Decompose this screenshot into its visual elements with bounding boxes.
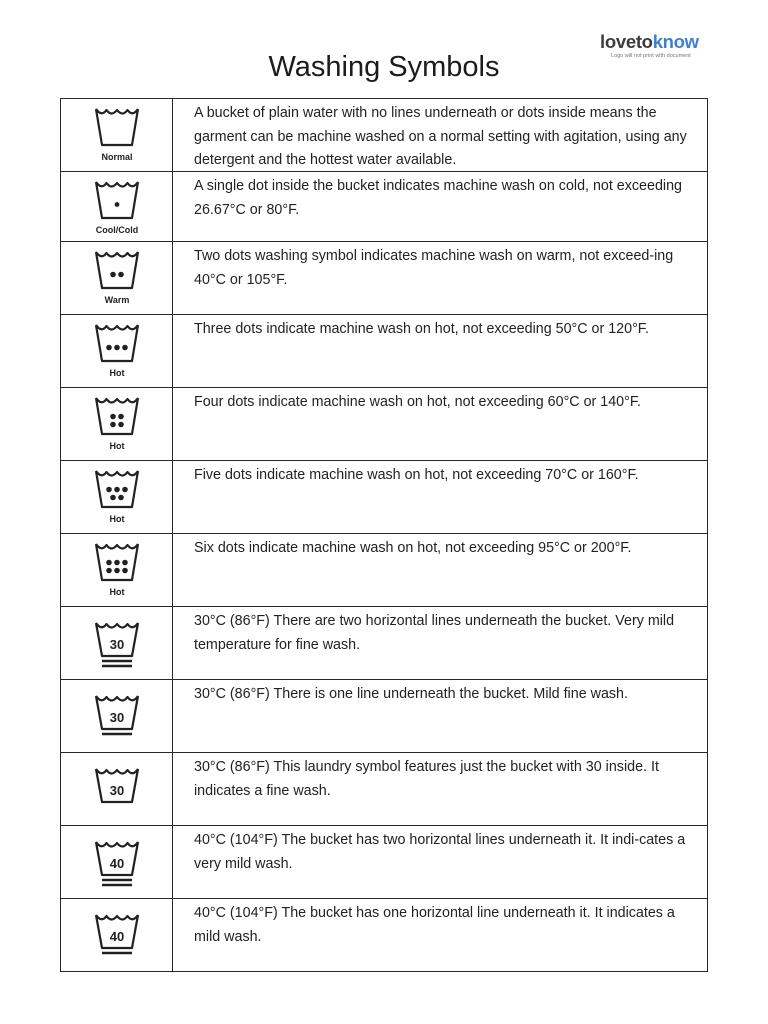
symbol-description: Four dots indicate machine wash on hot, not exceeding 60°C or 140°F. xyxy=(173,388,708,460)
temperature-label: 30 xyxy=(109,710,125,725)
table-row xyxy=(61,753,708,826)
symbol-cell xyxy=(61,534,173,606)
wash-bucket-30-one-line-icon xyxy=(61,680,172,752)
dot-mark xyxy=(106,345,112,351)
bucket-outline xyxy=(96,398,138,434)
symbol-caption: Warm xyxy=(104,295,130,305)
temperature-label: 40 xyxy=(109,856,125,871)
symbol-cell xyxy=(61,99,173,171)
dot-mark xyxy=(122,345,128,351)
table-row xyxy=(61,607,708,680)
dot-mark xyxy=(114,568,120,574)
symbol-cell xyxy=(61,680,173,752)
symbol-description: Three dots indicate machine wash on hot, not exceeding 50°C or 120°F. xyxy=(173,315,708,387)
dot-mark xyxy=(118,414,124,420)
symbol-caption: Hot xyxy=(109,368,125,378)
table-row xyxy=(61,388,708,461)
wash-bucket-one-dot-icon xyxy=(61,172,172,242)
symbol-cell xyxy=(61,607,173,679)
dot-mark xyxy=(110,495,116,501)
dot-mark xyxy=(106,487,112,493)
bucket-outline xyxy=(96,109,138,145)
symbol-description: 40°C (104°F) The bucket has two horizontal lines underneath it. It indi-cates a very mild wash. xyxy=(173,826,708,898)
wash-bucket-three-dots-icon xyxy=(61,315,172,387)
symbol-caption: Hot xyxy=(109,441,125,451)
table-row xyxy=(61,99,708,172)
dot-mark xyxy=(115,202,120,207)
table-row xyxy=(61,315,708,388)
page-title: Washing Symbols xyxy=(268,51,500,83)
dot-mark xyxy=(114,345,120,351)
symbol-description: 30°C (86°F) There is one line underneath the bucket. Mild fine wash. xyxy=(173,680,708,752)
symbol-cell xyxy=(61,388,173,460)
dot-mark xyxy=(106,568,112,574)
table-row xyxy=(61,534,708,607)
temperature-label: 30 xyxy=(109,783,125,798)
symbol-description: Six dots indicate machine wash on hot, not exceeding 95°C or 200°F. xyxy=(173,534,708,606)
wash-bucket-four-dots-icon xyxy=(61,388,172,460)
dot-mark xyxy=(110,272,116,278)
temperature-label: 30 xyxy=(109,637,125,652)
logo-text-part1: loveto xyxy=(600,31,653,52)
symbol-description: A single dot inside the bucket indicates machine wash on cold, not exceeding 26.67°C or 80°F. xyxy=(173,172,708,241)
temperature-label: 40 xyxy=(109,929,125,944)
wash-bucket-five-dots-icon xyxy=(61,461,172,533)
wash-bucket-40-one-line-icon xyxy=(61,899,172,971)
wash-bucket-six-dots-icon xyxy=(61,534,172,606)
table-row xyxy=(61,172,708,242)
symbol-description: 40°C (104°F) The bucket has one horizontal line underneath it. It indicates a mild wash. xyxy=(173,899,708,971)
symbol-caption: Cool/Cold xyxy=(95,225,139,235)
symbol-cell xyxy=(61,826,173,898)
bucket-outline xyxy=(96,182,138,218)
logo-note: Logo will not print with document xyxy=(611,53,691,59)
washing-symbols-table xyxy=(60,98,708,972)
symbol-caption: Hot xyxy=(109,587,125,597)
bucket-outline xyxy=(96,325,138,361)
symbol-description: Two dots washing symbol indicates machine wash on warm, not exceed-ing 40°C or 105°F. xyxy=(173,242,708,314)
table-row xyxy=(61,826,708,899)
symbol-cell xyxy=(61,315,173,387)
table-row xyxy=(61,680,708,753)
wash-bucket-40-two-lines-icon xyxy=(61,826,172,898)
wash-bucket-30-icon xyxy=(61,753,172,825)
table-row xyxy=(61,899,708,972)
dot-mark xyxy=(122,568,128,574)
dot-mark xyxy=(114,560,120,566)
symbol-cell xyxy=(61,899,173,971)
symbol-caption: Hot xyxy=(109,514,125,524)
symbol-description: 30°C (86°F) There are two horizontal lines underneath the bucket. Very mild temperature for fine wash. xyxy=(173,607,708,679)
dot-mark xyxy=(106,560,112,566)
dot-mark xyxy=(114,487,120,493)
table-row xyxy=(61,461,708,534)
wash-bucket-two-dots-icon xyxy=(61,242,172,314)
symbol-cell xyxy=(61,753,173,825)
wash-bucket-30-two-lines-icon xyxy=(61,607,172,679)
table-row xyxy=(61,242,708,315)
dot-mark xyxy=(122,487,128,493)
symbol-description: Five dots indicate machine wash on hot, not exceeding 70°C or 160°F. xyxy=(173,461,708,533)
wash-bucket-normal-icon xyxy=(61,99,172,171)
symbol-cell xyxy=(61,172,173,241)
bucket-outline xyxy=(96,252,138,288)
dot-mark xyxy=(118,422,124,428)
symbol-description: A bucket of plain water with no lines underneath or dots inside means the garment can be machine washed on a normal setting with agitation, using any detergent and the hottest water available. xyxy=(173,99,708,171)
symbol-cell xyxy=(61,461,173,533)
dot-mark xyxy=(122,560,128,566)
logo-text-part2: know xyxy=(652,31,699,52)
dot-mark xyxy=(110,422,116,428)
symbol-caption: Normal xyxy=(101,152,133,162)
symbol-description: 30°C (86°F) This laundry symbol features just the bucket with 30 inside. It indicates a fine wash. xyxy=(173,753,708,825)
dot-mark xyxy=(118,495,124,501)
symbol-cell xyxy=(61,242,173,314)
dot-mark xyxy=(110,414,116,420)
dot-mark xyxy=(118,272,124,278)
